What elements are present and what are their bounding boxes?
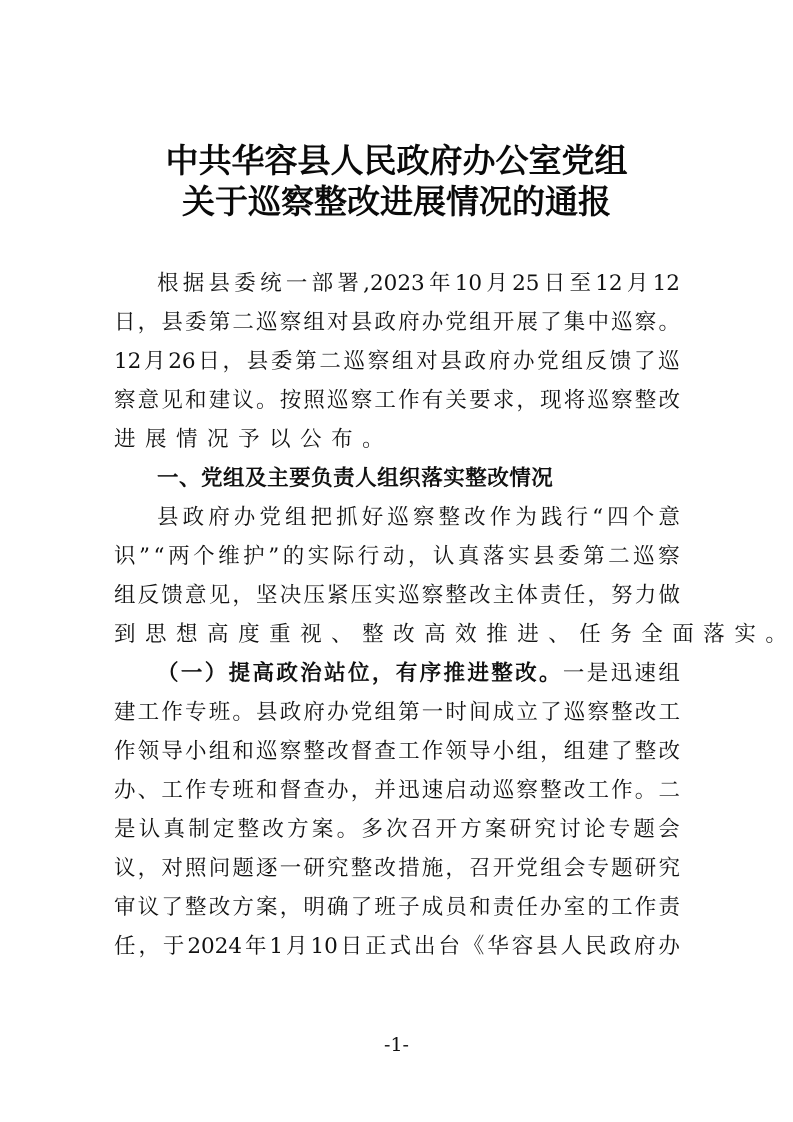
body-line: 办 、 工 作 专 班 和 督 查 办 ， 并 迅 速 启 动 巡 察 整 改 工 作 。 二 (114, 778, 680, 803)
body-line: 组 反 馈 意 见 ， 坚 决 压 紧 压 实 巡 察 整 改 主 体 责 任 ， 努 力 做 (114, 583, 680, 608)
body-line: 任 ， 于 2024 年 1 月 10 日 正 式 出 台 《 华 容 县 人 民 政 府 办 (114, 934, 680, 959)
body-line: 进 展 情 况 予 以 公 布 。 (114, 427, 384, 452)
body-line: 识 ” “ 两 个 维 护 ” 的 实 际 行 动 ， 认 真 落 实 县 委 第 二 巡 察 (114, 544, 680, 569)
page-number: -1- (384, 1034, 409, 1056)
body-line: （ 一 ） 提 高 政 治 站 位 ， 有 序 推 进 整 改 。 一 是 迅 速 组 (157, 661, 680, 686)
body-line: 察 意 见 和 建 议 。 按 照 巡 察 工 作 有 关 要 求 ， 现 将 巡 察 整 改 (114, 388, 680, 413)
body-line: 县 政 府 办 党 组 把 抓 好 巡 察 整 改 作 为 践 行 “ 四 个 意 (157, 505, 680, 530)
body-line: 审 议 了 整 改 方 案 ， 明 确 了 班 子 成 员 和 责 任 办 室 的 工 作 责 (114, 895, 680, 920)
document-body (114, 264, 787, 966)
body-line: 建 工 作 专 班 。 县 政 府 办 党 组 第 一 时 间 成 立 了 巡 察 整 改 工 (114, 700, 680, 725)
body-line: 到 思 想 高 度 重 视 、 整 改 高 效 推 进 、 任 务 全 面 落 实 。 (114, 622, 787, 647)
body-line: 根 据 县 委 统 一 部 署 ,2023 年 10 月 25 日 至 12 月 12 (157, 271, 680, 296)
body-line: 12 月 26 日 ， 县 委 第 二 巡 察 组 对 县 政 府 办 党 组 反 馈 了 巡 (114, 349, 680, 374)
body-line: 议 ， 对 照 问 题 逐 一 研 究 整 改 措 施 ， 召 开 党 组 会 专 题 研 究 (114, 856, 680, 881)
section-heading: 一 、 党 组 及 主 要 负 责 人 组 织 落 实 整 改 情 况 (157, 466, 553, 491)
document-title-line-2: 关于巡察整改进展情况的通报 (182, 182, 611, 221)
body-line: 是 认 真 制 定 整 改 方 案 。 多 次 召 开 方 案 研 究 讨 论 专 题 会 (114, 817, 680, 842)
body-line: 作 领 导 小 组 和 巡 察 整 改 督 查 工 作 领 导 小 组 ， 组 建 了 整 改 (114, 739, 680, 764)
document-title-line-1: 中共华容县人民政府办公室党组 (165, 141, 628, 180)
body-line: 日 ， 县 委 第 二 巡 察 组 对 县 政 府 办 党 组 开 展 了 集 中 巡 察 。 (114, 310, 680, 335)
